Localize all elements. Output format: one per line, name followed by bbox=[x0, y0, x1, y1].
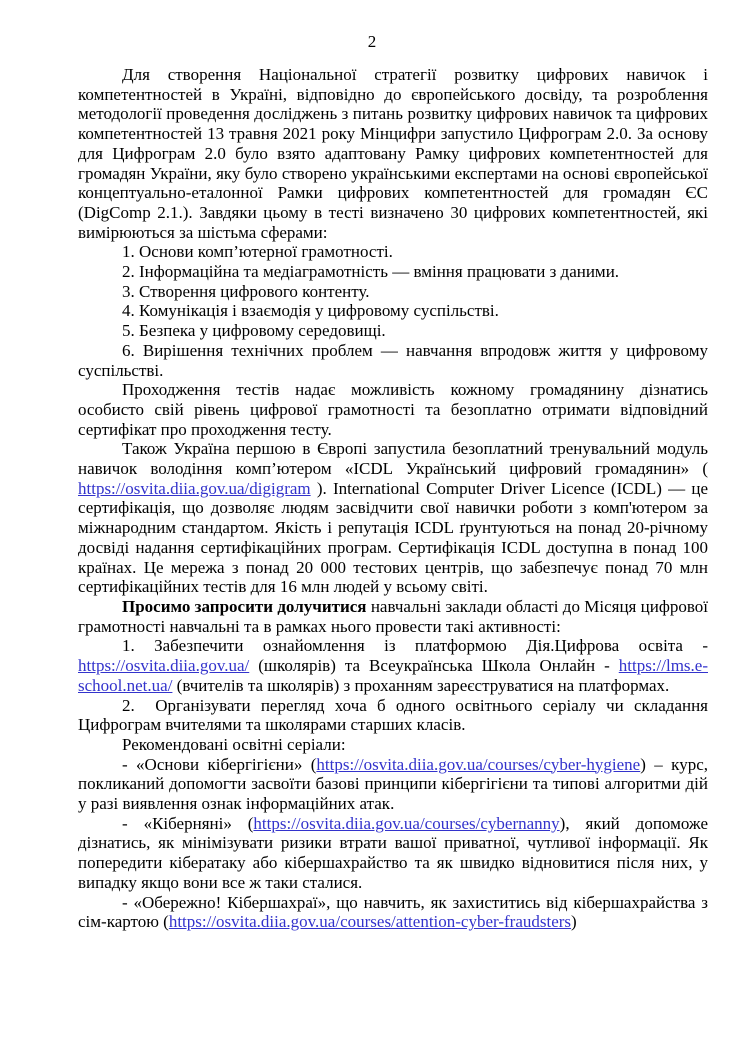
text-run: ). International Computer Driver Licence (ICDL) — це сертифікація, що дозволяє людям засвідчити свої навички роботи з комп'ютером за міжнародним стандартом. Якість і репутація ICDL ґрунтуються на понад 20-річному досвіді надання сертифікаційних програм. Сертифікація ICDL доступна в понад 100 країнах. Це мережа з понад 20 000 тестових центрів, що забезпечує понад 70 млн сертифікаційних тестів для 16 млн людей у всьому світі. bbox=[78, 478, 708, 597]
bullet-cybernanny bbox=[78, 814, 708, 893]
document-body bbox=[78, 65, 708, 932]
link-cyber-hygiene[interactable]: https://osvita.diia.gov.ua/courses/cyber-hygiene bbox=[316, 754, 641, 774]
list-item-1 bbox=[78, 242, 708, 262]
bullet-cyber-fraudsters bbox=[78, 893, 708, 932]
text-run: - «Обережно! Кібершахраї», що навчить, як захиститись від кібершахрайства з сім-картою ( bbox=[78, 892, 708, 932]
list-item-6 bbox=[78, 341, 708, 380]
text-run: навчальні заклади області до Місяця цифрової грамотності навчальні та в рамках нього провести такі активності: bbox=[78, 596, 709, 636]
link-cybernanny[interactable]: https://osvita.diia.gov.ua/courses/cybernanny bbox=[253, 813, 560, 833]
text-run: 5. Безпека у цифровому середовищі. bbox=[122, 321, 386, 341]
text-run: Проходження тестів надає можливість кожному громадянину дізнатись особисто свій рівень цифрової грамотності та безоплатно отримати відповідний сертифікат про проходження тесту. bbox=[78, 380, 708, 439]
text-run: 2. Інформаційна та медіаграмотність — вміння працювати з даними. bbox=[122, 262, 620, 282]
paragraph-recommended-series bbox=[78, 735, 708, 755]
text-run: 1. Основи комп’ютерної грамотності. bbox=[122, 242, 393, 262]
text-run: 2. Організувати перегляд хоча б одного освітнього серіалу чи складання Цифрограм вчителями та школярами старших класів. bbox=[78, 695, 708, 735]
text-run: 1. Забезпечити ознайомлення із платформою Дія.Цифрова освіта - bbox=[122, 636, 708, 656]
link-lms-e-school[interactable]: https://lms.e-school.net.ua/ bbox=[78, 656, 708, 695]
paragraph-test-certificate bbox=[78, 380, 708, 439]
text-run: Рекомендовані освітні серіали: bbox=[122, 734, 346, 754]
paragraph-invitation bbox=[78, 597, 708, 636]
paragraph-icdl bbox=[78, 439, 708, 597]
list-item-4 bbox=[78, 301, 708, 321]
text-run: 3. Створення цифрового контенту. bbox=[122, 281, 370, 301]
link-osvita-diia[interactable]: https://osvita.diia.gov.ua/ bbox=[78, 656, 250, 676]
numbered-item-2-series bbox=[78, 696, 708, 735]
text-run: 6. Вирішення технічних проблем — навчання впродовж життя у цифровому суспільстві. bbox=[78, 340, 708, 380]
bullet-cyber-hygiene bbox=[78, 755, 708, 814]
text-run: ) – курс, покликаний допомогти засвоїти базові принципи кібергігієни та типові алгоритми дій у разі виявлення ознак інформаційних атак. bbox=[78, 754, 708, 814]
text-run: - «Основи кібергігієни» ( bbox=[122, 754, 317, 774]
page-number: 2 bbox=[367, 32, 377, 51]
text-run: (школярів) та Всеукраїнська Школа Онлайн - bbox=[249, 656, 619, 676]
text-run: Також Україна першою в Європі запустила безоплатний тренувальний модуль навичок володіння комп’ютером «ICDL Український цифровий громадянин» ( bbox=[78, 439, 708, 479]
link-digigram[interactable]: https://osvita.diia.gov.ua/digigram bbox=[78, 478, 311, 498]
numbered-item-1-platforms bbox=[78, 636, 708, 695]
link-attention-cyber-fraudsters[interactable]: https://osvita.diia.gov.ua/courses/attention-cyber-fraudsters bbox=[168, 912, 572, 932]
text-run: 4. Комунікація і взаємодія у цифровому суспільстві. bbox=[122, 301, 499, 321]
bold-text-run: Просимо запросити долучитися bbox=[122, 596, 367, 616]
text-run: ), який допоможе дізнатись, як мінімізувати ризики втрати вашої приватної, чутливої інформації. Як попередити кібератаку або кібершахрайство та як швидко відновитися після них, у випадку якщо вони все ж таки сталися. bbox=[78, 813, 709, 892]
text-run: Для створення Національної стратегії розвитку цифрових навичок і компетентностей в Україні, відповідно до європейського досвіду, та розроблення методології проведення досліджень з питань розвитку цифрових навичок та цифрових компетентностей 13 травня 2021 року Мінцифри запустило Цифрограм 2.0. За основу для Цифрограм 2.0 було взято адаптовану Рамку цифрових компетентностей для громадян України, яку було створено українськими експертами на основі європейської концептуально-еталонної Рамки цифрових компетентностей для громадян ЄС (DigComp 2.1.). Завдяки цьому в тесті визначено 30 цифрових компетентностей, які вимірюються за шістьма сферами: bbox=[78, 65, 708, 242]
list-item-5 bbox=[78, 321, 708, 341]
text-run: (вчителів та школярів) з проханням зареєструватися на платформах. bbox=[172, 675, 670, 695]
list-item-3 bbox=[78, 282, 708, 302]
paragraph-national-strategy bbox=[78, 65, 708, 242]
list-item-2 bbox=[78, 262, 708, 282]
text-run: - «Кіберняні» ( bbox=[122, 813, 254, 833]
text-run: ) bbox=[571, 912, 577, 932]
